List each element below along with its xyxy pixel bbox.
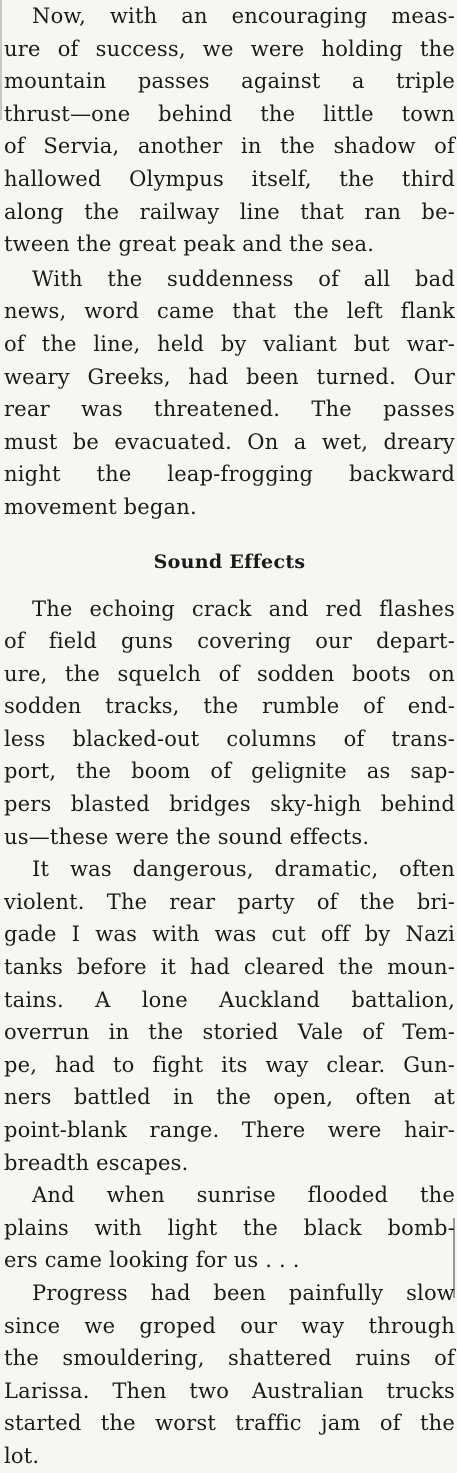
text-line: Now, with an encouraging meas- — [32, 4, 455, 28]
page-edge-left — [0, 0, 2, 120]
text-line: started the worst traffic jam of the — [4, 1411, 455, 1436]
text-line: hallowed Olympus itself, the third — [4, 166, 455, 191]
text-line: the smouldering, shattered ruins of — [4, 1346, 455, 1371]
text-line: of field guns covering our depart- — [4, 629, 455, 654]
text-line: port, the boom of gelignite as sap- — [4, 759, 455, 784]
paragraph-4 — [4, 853, 455, 1179]
text-line: thrust—one behind the little town — [4, 101, 455, 126]
text-line: gade I was with was cut off by Nazi — [4, 922, 455, 947]
text-line: ners battled in the open, often at — [4, 1085, 455, 1110]
text-line: since we groped our way through — [4, 1313, 455, 1338]
text-line: breadth escapes. — [4, 1150, 189, 1175]
text-line: tains. A lone Auckland battalion, — [4, 987, 455, 1012]
text-line: sodden tracks, the rumble of end- — [4, 694, 455, 719]
text-line: And when sunrise flooded the — [32, 1183, 455, 1208]
text-line: violent. The rear party of the bri- — [4, 889, 455, 914]
text-line: ure, the squelch of sodden boots on — [4, 661, 455, 686]
text-line: With the suddenness of all bad — [32, 266, 455, 291]
text-line: ure of success, we were holding the — [4, 36, 455, 61]
text-line: The echoing crack and red flashes — [32, 596, 455, 621]
text-line: overrun in the storied Vale of Tem- — [4, 1020, 455, 1045]
text-line: along the railway line that ran be- — [4, 199, 455, 224]
text-line: rear was threatened. The passes — [4, 397, 455, 422]
paragraph-1 — [4, 0, 455, 261]
text-line: of the line, held by valiant but war- — [4, 331, 455, 356]
text-line: tanks before it had cleared the moun- — [4, 955, 455, 980]
paragraph-6 — [4, 1277, 455, 1473]
text-line: tween the great peak and the sea. — [4, 232, 375, 257]
text-line: must be evacuated. On a wet, dreary — [4, 429, 455, 454]
text-line: It was dangerous, dramatic, often — [32, 857, 455, 882]
text-line: Larissa. Then two Australian trucks — [4, 1378, 455, 1403]
text-line: lot. — [4, 1443, 40, 1468]
paragraph-2 — [4, 263, 455, 524]
text-line: plains with light the black bomb- — [4, 1215, 455, 1240]
text-line: news, word came that the left flank — [4, 299, 455, 324]
text-line: point-blank range. There were hair- — [4, 1118, 455, 1142]
section-subhead: Sound Effects — [153, 550, 306, 573]
article-column — [4, 0, 455, 1473]
text-line: us—these were the sound effects. — [4, 824, 370, 849]
text-line: ers came looking for us . . . — [4, 1248, 300, 1273]
text-line: Progress had been painfully slow — [32, 1280, 455, 1305]
text-line: pe, had to fight its way clear. Gun- — [4, 1052, 455, 1077]
text-line: night the leap-frogging backward — [4, 462, 455, 487]
text-line: pers blasted bridges sky-high behind — [4, 792, 455, 817]
text-line: weary Greeks, had been turned. Our — [4, 364, 455, 389]
paragraph-5 — [4, 1179, 455, 1277]
paragraph-3 — [4, 593, 455, 854]
text-line: movement began. — [4, 494, 197, 519]
text-line: less blacked-out columns of trans- — [4, 726, 455, 751]
text-line: of Servia, another in the shadow of — [4, 134, 455, 159]
text-line: mountain passes against a triple — [4, 69, 455, 94]
